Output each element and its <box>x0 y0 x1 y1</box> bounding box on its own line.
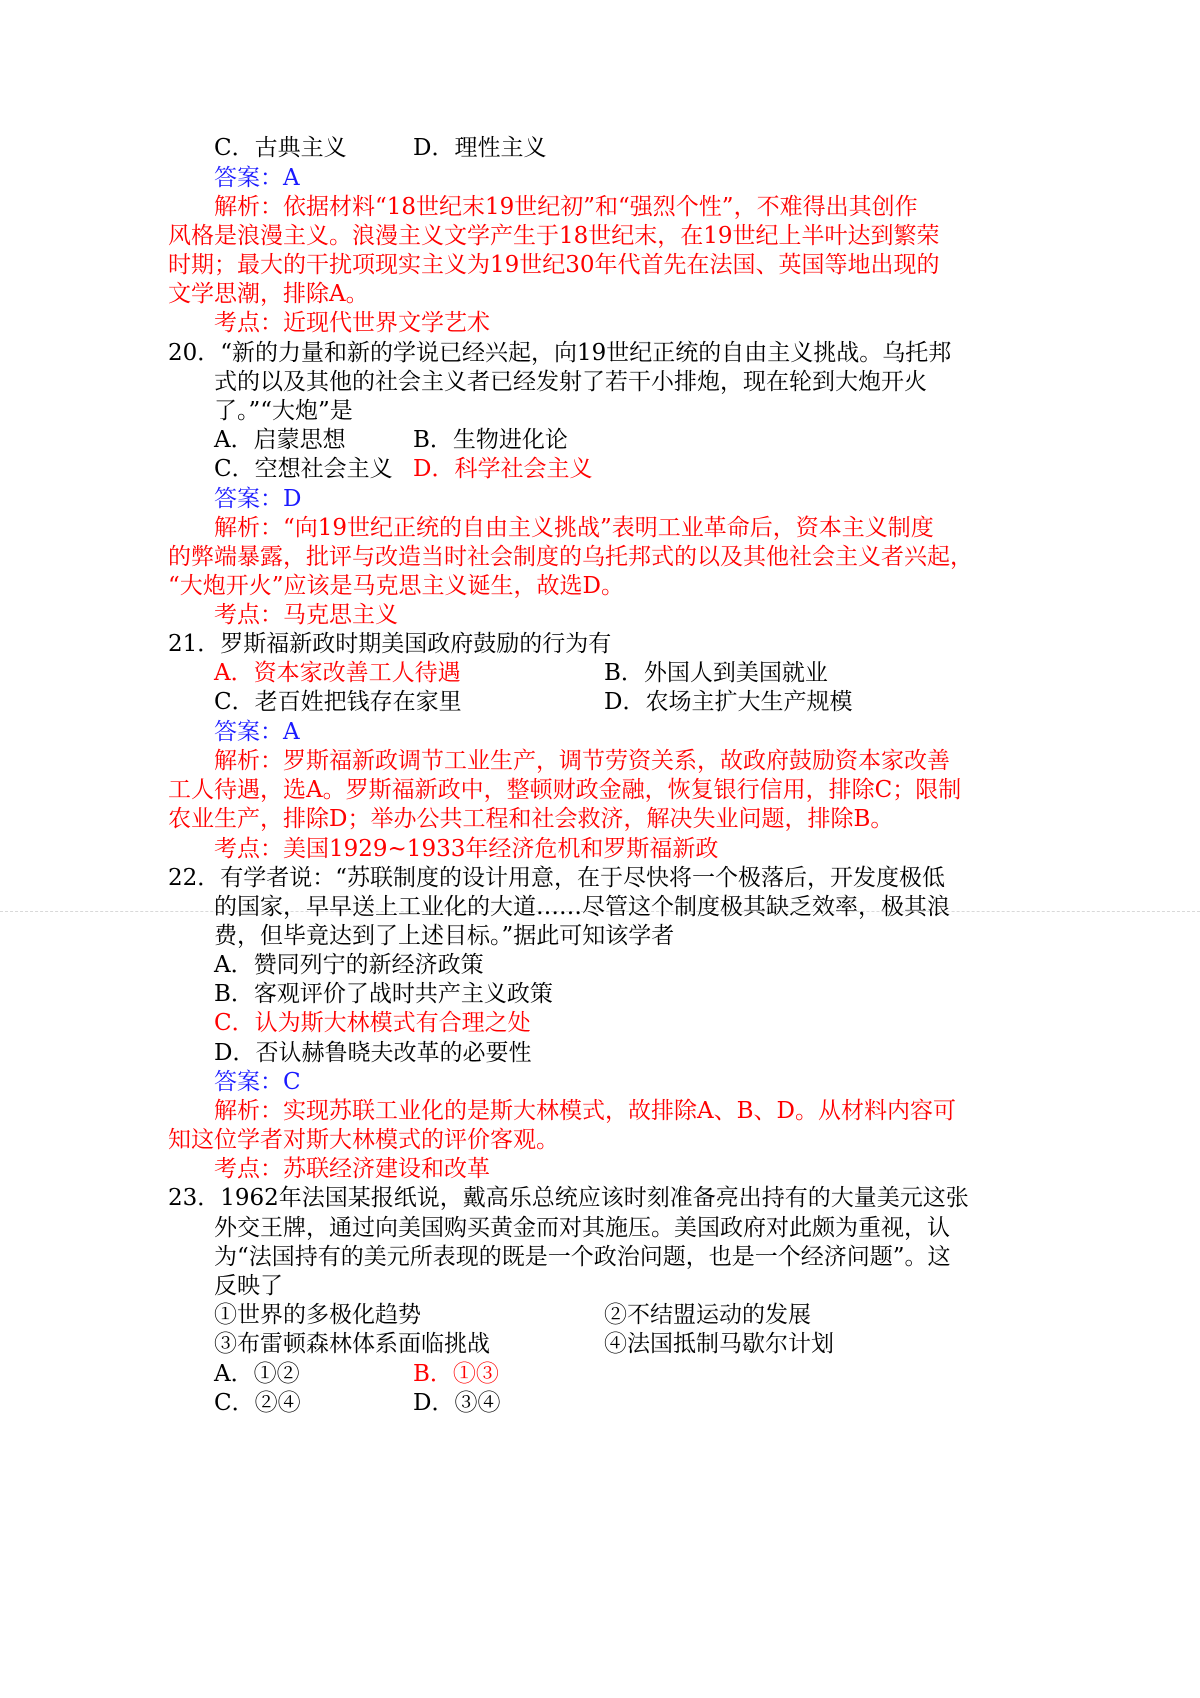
q19-answer: 答案：A <box>214 165 300 191</box>
q21-analysis-text: 工人待遇，选A。罗斯福新政中，整顿财政金融，恢复银行信用，排除C；限制 <box>168 777 962 803</box>
q22-option-a: A．赞同列宁的新经济政策 <box>214 952 484 978</box>
q20-options-row-1 <box>0 424 1200 456</box>
q22-stem-text: 22．有学者说：“苏联制度的设计用意，在于尽快将一个极落后，开发度极低 <box>168 865 946 891</box>
q23-options-row-2 <box>0 1387 1200 1419</box>
q21-options-row-2 <box>0 686 1200 718</box>
q21-point: 考点：美国1929~1933年经济危机和罗斯福新政 <box>214 836 719 862</box>
q20-stem-text: 式的以及其他的社会主义者已经发射了若干小排炮，现在轮到大炮开火 <box>214 369 927 395</box>
q23-stem-line-4 <box>0 1270 1200 1302</box>
q20-analysis-text: “大炮开火”应该是马克思主义诞生，故选D。 <box>168 573 624 599</box>
q20-point: 考点：马克思主义 <box>214 602 398 628</box>
q21-answer: 答案：A <box>214 719 300 745</box>
q20-point-row <box>0 599 1200 631</box>
q23-options-row-1 <box>0 1358 1200 1390</box>
q20-option-c: C．空想社会主义 <box>214 456 393 482</box>
q23-stem-text: 反映了 <box>214 1273 283 1299</box>
q20-stem-line-3 <box>0 395 1200 427</box>
q23-stem-text: 23．1962年法国某报纸说，戴高乐总统应该时刻准备亮出持有的大量美元这张 <box>168 1185 969 1211</box>
q21-analysis-text: 解析：罗斯福新政调节工业生产，调节劳资关系，故政府鼓励资本家改善 <box>214 748 950 774</box>
q19-analysis-text: 文学思潮，排除A。 <box>168 281 369 307</box>
q23-item-2: ②不结盟运动的发展 <box>604 1302 811 1328</box>
q20-option-b: B．生物进化论 <box>413 427 568 453</box>
q22-answer-row <box>0 1066 1200 1098</box>
q20-option-a: A．启蒙思想 <box>214 427 346 453</box>
q23-items-row-1 <box>0 1299 1200 1331</box>
q21-analysis-text: 农业生产，排除D；举办公共工程和社会救济，解决失业问题，排除B。 <box>168 806 894 832</box>
q21-analysis-line-2 <box>0 774 1200 806</box>
q23-stem-line-2 <box>0 1212 1200 1244</box>
q22-stem-text: 费，但毕竟达到了上述目标。”据此可知该学者 <box>214 923 675 949</box>
q20-analysis-line-2 <box>0 541 1200 573</box>
q23-stem-line-1 <box>0 1182 1200 1214</box>
q23-stem-line-3 <box>0 1241 1200 1273</box>
q20-option-d: D．科学社会主义 <box>413 456 593 482</box>
q23-option-d: D．③④ <box>413 1390 501 1416</box>
q22-analysis-line-1 <box>0 1095 1200 1127</box>
q21-option-d: D．农场主扩大生产规模 <box>604 689 853 715</box>
q19-analysis-line-4 <box>0 278 1200 310</box>
q19-options-row <box>0 132 1200 164</box>
q19-analysis-line-2 <box>0 220 1200 252</box>
q21-option-b: B．外国人到美国就业 <box>604 660 828 686</box>
q21-point-row <box>0 833 1200 865</box>
q23-stem-text: 为“法国持有的美元所表现的既是一个政治问题，也是一个经济问题”。这 <box>214 1244 951 1270</box>
q22-stem-text: 的国家，早早送上工业化的大道……尽管这个制度极其缺乏效率，极其浪 <box>214 894 950 920</box>
q21-option-a: A．资本家改善工人待遇 <box>214 660 461 686</box>
q22-option-b: B．客观评价了战时共产主义政策 <box>214 981 553 1007</box>
q22-answer: 答案：C <box>214 1069 301 1095</box>
q22-option-a-row <box>0 949 1200 981</box>
q19-analysis-line-1 <box>0 191 1200 223</box>
q23-items-row-2 <box>0 1328 1200 1360</box>
q22-point: 考点：苏联经济建设和改革 <box>214 1156 490 1182</box>
q19-analysis-line-3 <box>0 249 1200 281</box>
q19-point-row <box>0 307 1200 339</box>
q20-answer-row <box>0 483 1200 515</box>
q19-point: 考点：近现代世界文学艺术 <box>214 310 490 336</box>
q20-stem-line-2 <box>0 366 1200 398</box>
q23-item-3: ③布雷顿森林体系面临挑战 <box>214 1331 490 1357</box>
q20-stem-text: 20．“新的力量和新的学说已经兴起，向19世纪正统的自由主义挑战。乌托邦 <box>168 340 952 366</box>
q19-analysis-text: 风格是浪漫主义。浪漫主义文学产生于18世纪末，在19世纪上半叶达到繁荣 <box>168 223 940 249</box>
q19-answer-row <box>0 162 1200 194</box>
q22-option-c-row <box>0 1007 1200 1039</box>
q20-stem-line-1 <box>0 337 1200 369</box>
q20-analysis-text: 解析：“向19世纪正统的自由主义挑战”表明工业革命后，资本主义制度 <box>214 515 934 541</box>
q20-answer: 答案：D <box>214 486 302 512</box>
q22-analysis-text: 解析：实现苏联工业化的是斯大林模式，故排除A、B、D。从材料内容可 <box>214 1098 956 1124</box>
q21-option-c: C．老百姓把钱存在家里 <box>214 689 462 715</box>
q22-analysis-text: 知这位学者对斯大林模式的评价客观。 <box>168 1127 559 1153</box>
q23-option-a: A．①② <box>214 1361 300 1387</box>
q21-stem-text: 21．罗斯福新政时期美国政府鼓励的行为有 <box>168 631 612 657</box>
q20-stem-text: 了。”“大炮”是 <box>214 398 353 424</box>
q20-analysis-line-1 <box>0 512 1200 544</box>
q19-analysis-text: 时期；最大的干扰项现实主义为19世纪30年代首先在法国、英国等地出现的 <box>168 252 940 278</box>
q19-analysis-text: 解析：依据材料“18世纪末19世纪初”和“强烈个性”，不难得出其创作 <box>214 194 918 220</box>
q21-options-row-1 <box>0 657 1200 689</box>
q22-option-c: C．认为斯大林模式有合理之处 <box>214 1010 531 1036</box>
q23-item-4: ④法国抵制马歇尔计划 <box>604 1331 834 1357</box>
q21-answer-row <box>0 716 1200 748</box>
q22-option-b-row <box>0 978 1200 1010</box>
q20-analysis-text: 的弊端暴露，批评与改造当时社会制度的乌托邦式的以及其他社会主义者兴起， <box>168 544 973 570</box>
q22-option-d-row <box>0 1037 1200 1069</box>
q22-stem-line-3 <box>0 920 1200 952</box>
q20-analysis-line-3 <box>0 570 1200 602</box>
q21-analysis-line-1 <box>0 745 1200 777</box>
q19-option-d: D．理性主义 <box>413 135 547 161</box>
q20-options-row-2 <box>0 453 1200 485</box>
q22-analysis-line-2 <box>0 1124 1200 1156</box>
q22-stem-line-2 <box>0 891 1200 923</box>
q23-stem-text: 外交王牌，通过向美国购买黄金而对其施压。美国政府对此颇为重视，认 <box>214 1215 950 1241</box>
q22-point-row <box>0 1153 1200 1185</box>
q21-stem-line <box>0 628 1200 660</box>
q19-option-c: C．古典主义 <box>214 135 347 161</box>
q23-option-c: C．②④ <box>214 1390 301 1416</box>
q23-item-1: ①世界的多极化趋势 <box>214 1302 421 1328</box>
q22-option-d: D．否认赫鲁晓夫改革的必要性 <box>214 1040 532 1066</box>
q21-analysis-line-3 <box>0 803 1200 835</box>
q23-option-b: B．①③ <box>413 1361 499 1387</box>
q22-stem-line-1 <box>0 862 1200 894</box>
